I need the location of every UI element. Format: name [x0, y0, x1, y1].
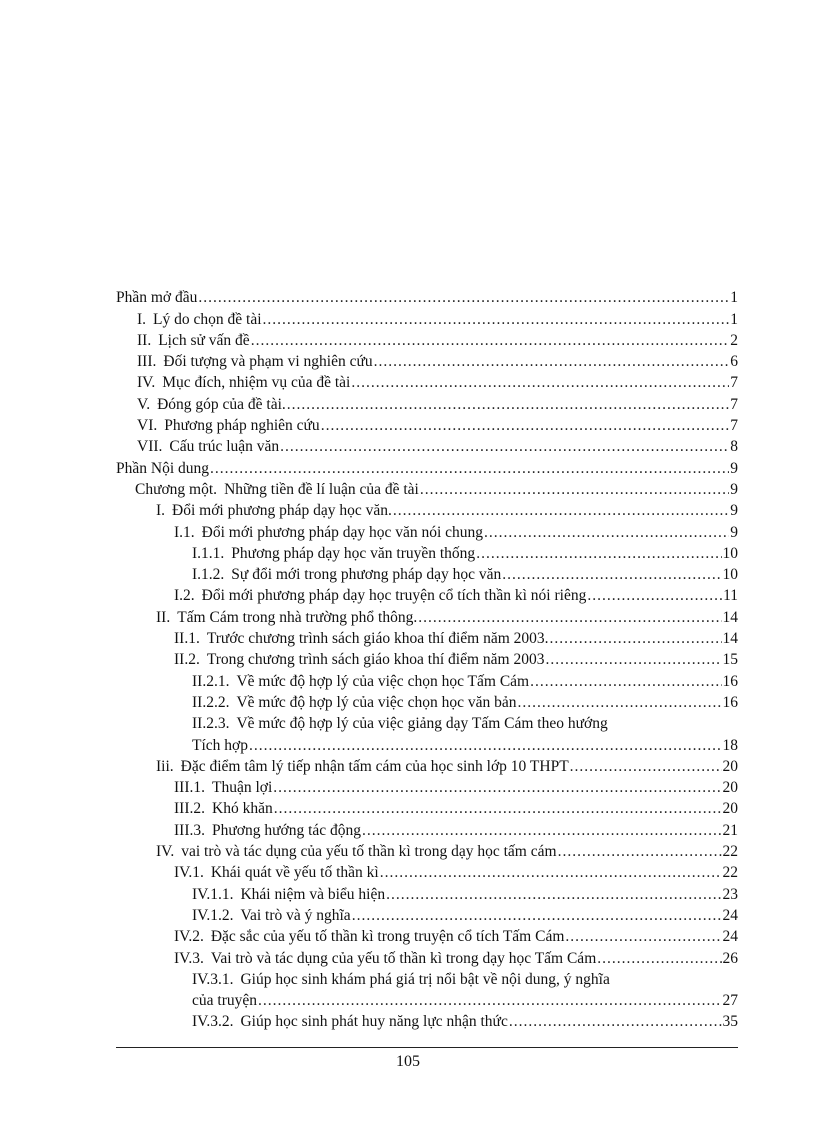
- toc-entry-page: 8: [730, 438, 738, 456]
- toc-entry-sec-II2[interactable]: [116, 647, 738, 668]
- toc-leader-dots: [484, 524, 729, 541]
- toc-leader-dots: [558, 843, 722, 860]
- toc-entry-page: 15: [722, 651, 738, 669]
- toc-leader-dots: [249, 737, 722, 754]
- toc-entry-title: Về mức độ hợp lý của việc giảng dạy Tấm Cám theo hướng: [236, 715, 608, 733]
- toc-entry-number: VII.: [137, 438, 163, 456]
- toc-entry-page: 10: [722, 544, 738, 562]
- toc-entry-number: II.: [156, 608, 171, 626]
- toc-entry-number: III.2.: [174, 800, 205, 818]
- toc-entry-title: Tấm Cám trong nhà trường phổ thông.: [177, 608, 418, 626]
- toc-entry-title: Trước chương trình sách giáo khoa thí điểm năm 2003.: [206, 630, 549, 648]
- toc-entry-title: Phương pháp nghiên cứu: [164, 417, 320, 435]
- toc-leader-dots: [374, 353, 730, 370]
- toc-entry-number: Chương một.: [135, 480, 218, 498]
- toc-entry-number: I.1.2.: [192, 566, 225, 584]
- toc-entry-number: IV.1.1.: [192, 885, 234, 903]
- toc-leader-dots: [352, 907, 722, 924]
- toc-entry-sec-II23-cont[interactable]: [116, 732, 738, 753]
- toc-entry-page: 7: [730, 374, 738, 392]
- toc-leader-dots: [274, 800, 722, 817]
- toc-entry-title: Trong chương trình sách giáo khoa thí điểm năm 2003: [206, 651, 545, 669]
- toc-leader-dots: [351, 374, 729, 391]
- toc-entry-number: IV.1.2.: [192, 906, 234, 924]
- toc-entry-sec-I1[interactable]: [116, 519, 738, 540]
- toc-entry-title: Phần Nội dung: [116, 459, 209, 477]
- toc-entry-page: 20: [722, 757, 738, 775]
- toc-leader-dots: [380, 864, 722, 881]
- toc-entry-intro-2[interactable]: [116, 328, 738, 349]
- toc-entry-page: 14: [722, 608, 738, 626]
- toc-entry-page: 1: [730, 310, 738, 328]
- toc-entry-sec-II22[interactable]: [116, 690, 738, 711]
- toc-entry-number: II.2.3.: [192, 715, 230, 733]
- toc-entry-title: Giúp học sinh khám phá giá trị nổi bật về nội dung, ý nghĩa: [240, 970, 610, 988]
- toc-entry-chapter-1[interactable]: [116, 477, 738, 498]
- toc-entry-title: Giúp học sinh phát huy năng lực nhận thức: [240, 1013, 508, 1031]
- toc-entry-page: 10: [722, 566, 738, 584]
- toc-entry-sec-IV31[interactable]: [116, 967, 738, 988]
- toc-entry-title: Đối tượng và phạm vi nghiên cứu: [163, 353, 373, 371]
- toc-entry-page: 23: [722, 885, 738, 903]
- toc-leader-dots: [570, 758, 722, 775]
- toc-entry-number: II.2.: [174, 651, 200, 669]
- toc-entry-page: 16: [722, 672, 738, 690]
- toc-entry-sec-I[interactable]: [116, 498, 738, 519]
- toc-entry-number: IV.1.: [174, 864, 204, 882]
- toc-entry-sec-II23[interactable]: [116, 711, 738, 732]
- toc-entry-number: IV.: [137, 374, 156, 392]
- toc-entry-intro-1[interactable]: [116, 306, 738, 327]
- toc-entry-title: Lịch sử vấn đề: [158, 331, 250, 349]
- toc-entry-sec-IV[interactable]: [116, 839, 738, 860]
- toc-entry-sec-III[interactable]: [116, 754, 738, 775]
- toc-entry-title: Khái quát về yếu tố thần kì: [210, 864, 379, 882]
- toc-entry-sec-IV3[interactable]: [116, 945, 738, 966]
- toc-entry-title: Đổi mới phương pháp dạy học truyện cổ tích thần kì nói riêng: [201, 587, 587, 605]
- toc-entry-number: III.3.: [174, 821, 205, 839]
- toc-entry-number: I.1.: [174, 523, 195, 541]
- toc-entry-page: 9: [730, 502, 738, 520]
- toc-leader-dots: [476, 545, 721, 562]
- toc-entry-number: IV.2.: [174, 928, 204, 946]
- toc-entry-number: II.1.: [174, 630, 200, 648]
- toc-leader-dots: [597, 950, 721, 967]
- toc-leader-dots: [545, 651, 721, 668]
- toc-entry-page: 11: [723, 587, 738, 605]
- toc-entry-title: Phương hướng tác động: [212, 821, 362, 839]
- toc-entry-page: 14: [722, 630, 738, 648]
- toc-entry-sec-I12[interactable]: [116, 562, 738, 583]
- toc-leader-dots: [502, 566, 721, 583]
- toc-entry-title: Lý do chọn đề tài: [153, 310, 262, 328]
- toc-entry-title: Thuận lợi: [212, 779, 273, 797]
- toc-leader-dots: [509, 1013, 722, 1030]
- toc-entry-page: 9: [730, 459, 738, 477]
- toc-entry-title: Phương pháp dạy học văn truyền thống: [231, 544, 476, 562]
- toc-leader-dots: [210, 460, 729, 477]
- toc-entry-number: IV.: [156, 843, 175, 861]
- toc-entry-title: Cấu trúc luận văn: [169, 438, 280, 456]
- toc-entry-page: 9: [730, 480, 738, 498]
- toc-entry-number: I.2.: [174, 587, 195, 605]
- toc-entry-number: IV.3.1.: [192, 970, 234, 988]
- toc-entry-title: Đặc sắc của yếu tố thần kì trong truyện cổ tích Tấm Cám: [210, 928, 565, 946]
- toc-entry-number: III.: [137, 353, 157, 371]
- toc-entry-page: 2: [730, 331, 738, 349]
- toc-leader-dots: [386, 886, 721, 903]
- toc-entry-sec-I2[interactable]: [116, 583, 738, 604]
- toc-leader-dots: [263, 311, 730, 328]
- toc-leader-dots: [517, 694, 721, 711]
- toc-leader-dots: [273, 779, 721, 796]
- toc-entry-title: vai trò và tác dụng của yếu tố thần kì trong dạy học tấm cám: [181, 843, 557, 861]
- toc-entry-intro-5[interactable]: [116, 391, 738, 412]
- toc-entry-number: II.2.2.: [192, 693, 230, 711]
- toc-leader-dots: [198, 289, 729, 306]
- toc-entry-number: I.1.1.: [192, 544, 225, 562]
- toc-entry-title: Phần mở đầu: [116, 289, 198, 307]
- toc-entry-number: III.1.: [174, 779, 205, 797]
- toc-entry-number: II.2.1.: [192, 672, 230, 690]
- toc-entry-title: Đổi mới phương pháp dạy học văn.: [172, 502, 392, 520]
- toc-entry-title: Mục đích, nhiệm vụ của đề tài: [162, 374, 351, 392]
- toc-entry-number: IV.3.: [174, 949, 204, 967]
- toc-leader-dots: [550, 630, 722, 647]
- toc-entry-title-continued: của truyện: [192, 992, 257, 1010]
- page-number: 105: [396, 1053, 420, 1070]
- toc-entry-number: V.: [137, 395, 151, 413]
- toc-leader-dots: [321, 417, 730, 434]
- toc-entry-title: Đóng góp của đề tài.: [157, 395, 286, 413]
- toc-entry-page: 24: [722, 906, 738, 924]
- toc-entry-sec-II21[interactable]: [116, 668, 738, 689]
- toc-leader-dots: [420, 481, 729, 498]
- toc-entry-title: Về mức độ hợp lý của việc chọn học Tấm Cám: [236, 672, 530, 690]
- toc-entry-page: 24: [722, 928, 738, 946]
- toc-entry-title: Đặc điểm tâm lý tiếp nhận tấm cám của học sinh lớp 10 THPT: [180, 757, 569, 775]
- toc-entry-content[interactable]: [116, 455, 738, 476]
- toc-entry-sec-II[interactable]: [116, 604, 738, 625]
- toc-leader-dots: [258, 992, 722, 1009]
- toc-entry-page: 1: [730, 289, 738, 307]
- toc-entry-intro-4[interactable]: [116, 370, 738, 391]
- toc-entry-page: 27: [722, 992, 738, 1010]
- toc-entry-sec-IV11[interactable]: [116, 881, 738, 902]
- toc-entry-sec-III2[interactable]: [116, 796, 738, 817]
- toc-entry-page: 18: [722, 736, 738, 754]
- toc-leader-dots: [287, 396, 729, 413]
- toc-entry-title: Vai trò và tác dụng của yếu tố thần kì trong dạy học Tấm Cám: [210, 949, 597, 967]
- toc-entry-page: 26: [722, 949, 738, 967]
- toc-entry-sec-IV31-cont[interactable]: [116, 988, 738, 1009]
- toc-entry-title: Khó khăn: [212, 800, 273, 818]
- toc-entry-title: Sự đổi mới trong phương pháp dạy học văn: [231, 566, 502, 584]
- toc-entry-sec-III1[interactable]: [116, 775, 738, 796]
- toc-entry-number: Iii.: [156, 757, 174, 775]
- toc-entry-page: 20: [722, 800, 738, 818]
- toc-leader-dots: [418, 609, 721, 626]
- toc-entry-page: 22: [722, 864, 738, 882]
- toc-entry-page: 20: [722, 779, 738, 797]
- toc-leader-dots: [251, 332, 730, 349]
- toc-entry-sec-III3[interactable]: [116, 817, 738, 838]
- toc-entry-number: IV.3.2.: [192, 1013, 234, 1031]
- toc-entry-intro-6[interactable]: [116, 413, 738, 434]
- toc-entry-sec-IV2[interactable]: [116, 924, 738, 945]
- toc-entry-sec-IV1[interactable]: [116, 860, 738, 881]
- toc-entry-intro[interactable]: [116, 285, 738, 306]
- toc-entry-title: Khái niệm và biểu hiện: [240, 885, 386, 903]
- toc-leader-dots: [530, 673, 721, 690]
- toc-leader-dots: [362, 822, 721, 839]
- toc-leader-dots: [393, 502, 729, 519]
- toc-entry-title-continued: Tích hợp: [192, 736, 248, 754]
- toc-entry-page: 21: [722, 821, 738, 839]
- toc-entry-sec-II1[interactable]: [116, 626, 738, 647]
- toc-entry-page: 6: [730, 353, 738, 371]
- toc-entry-page: 35: [722, 1013, 738, 1031]
- toc-entry-title: Những tiền đề lí luận của đề tài: [224, 480, 419, 498]
- toc-entry-title: Vai trò và ý nghĩa: [240, 906, 351, 924]
- toc-entry-title: Về mức độ hợp lý của việc chọn học văn bản: [236, 693, 517, 711]
- toc-entry-page: 22: [722, 843, 738, 861]
- toc-entry-intro-3[interactable]: [116, 349, 738, 370]
- toc-leader-dots: [280, 438, 729, 455]
- toc-entry-intro-7[interactable]: [116, 434, 738, 455]
- toc-entry-number: I.: [137, 310, 147, 328]
- toc-entry-number: II.: [137, 331, 152, 349]
- toc-entry-title: Đổi mới phương pháp dạy học văn nói chung: [201, 523, 484, 541]
- toc-entry-sec-IV32[interactable]: [116, 1009, 738, 1030]
- toc-entry-page: 7: [730, 395, 738, 413]
- toc-entry-number: VI.: [137, 417, 158, 435]
- toc-entry-page: 9: [730, 523, 738, 541]
- toc-entry-page: 7: [730, 417, 738, 435]
- toc-entry-page: 16: [722, 693, 738, 711]
- toc-entry-sec-I11[interactable]: [116, 541, 738, 562]
- toc-leader-dots: [565, 928, 721, 945]
- footer-divider: [116, 1047, 738, 1048]
- table-of-contents: [116, 285, 738, 1030]
- toc-leader-dots: [587, 587, 722, 604]
- toc-entry-number: I.: [156, 502, 166, 520]
- toc-entry-sec-IV12[interactable]: [116, 903, 738, 924]
